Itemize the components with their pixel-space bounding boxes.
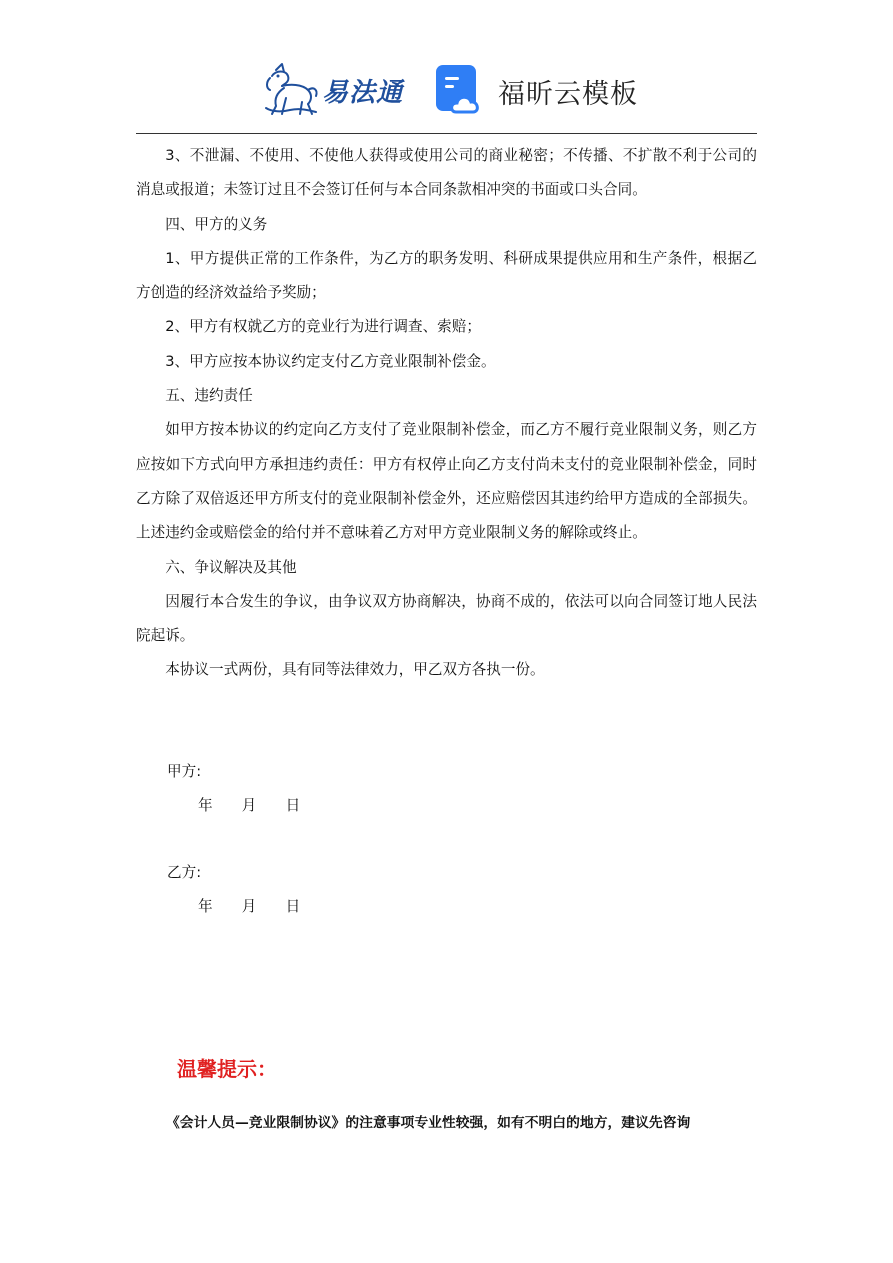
unicorn-icon — [262, 62, 320, 118]
clause-paragraph: 2、甲方有权就乙方的竞业行为进行调查、索赔； — [165, 318, 481, 336]
section-heading-liability: 五、违约责任 — [165, 387, 253, 405]
party-b-signature-label: 乙方: — [167, 864, 202, 881]
party-a-date-line: 年 月 日 — [198, 797, 301, 814]
document-body — [136, 139, 757, 688]
cloud-document-icon — [436, 65, 486, 117]
header-divider — [136, 133, 757, 134]
party-b-date-line: 年 月 日 — [198, 898, 301, 915]
clause-paragraph: 本协议一式两份，具有同等法律效力，甲乙双方各执一份。 — [165, 661, 545, 679]
section-heading-party-a-duties: 四、甲方的义务 — [165, 215, 268, 233]
clause-paragraph: 3、甲方应按本协议约定支付乙方竞业限制补偿金。 — [165, 352, 496, 370]
clause-paragraph: 如甲方按本协议的约定向乙方支付了竞业限制补偿金，而乙方不履行竞业限制义务，则乙方应按如下方式向甲方承担违约责任：甲方有权停止向乙方支付尚未支付的竞业限制补偿金，同时乙方除了双倍返还甲方所支付的竞业限制补偿金外，还应赔偿因其违约给甲方造成的全部损失。上述违约金或赔偿金的给付并不意味着乙方对甲方竞业限制义务的解除或终止。 — [136, 421, 757, 542]
section-heading-disputes: 六、争议解决及其他 — [165, 558, 297, 576]
yifatong-brand-name: 易法通 — [322, 77, 404, 108]
clause-paragraph: 1、甲方提供正常的工作条件，为乙方的职务发明、科研成果提供应用和生产条件，根据乙方创造的经济效益给予奖励； — [136, 249, 757, 302]
clause-paragraph: 因履行本合发生的争议，由争议双方协商解决，协商不成的，依法可以向合同签订地人民法院起诉。 — [136, 592, 757, 645]
clause-paragraph: 3、不泄漏、不使用、不使他人获得或使用公司的商业秘密；不传播、不扩散不利于公司的消息或报道；未签订过且不会签订任何与本合同条款相冲突的书面或口头合同。 — [136, 147, 757, 199]
tip-title: 温馨提示： — [177, 1057, 277, 1081]
fuxin-brand-name: 福昕云模板 — [498, 78, 638, 110]
fuxin-logo — [436, 64, 638, 118]
yifatong-logo — [262, 62, 422, 118]
tip-body: 《会计人员—竞业限制协议》的注意事项专业性较强，如有不明白的地方，建议先咨询 — [166, 1115, 691, 1131]
page-header — [0, 0, 893, 134]
party-a-signature-label: 甲方: — [167, 763, 202, 780]
